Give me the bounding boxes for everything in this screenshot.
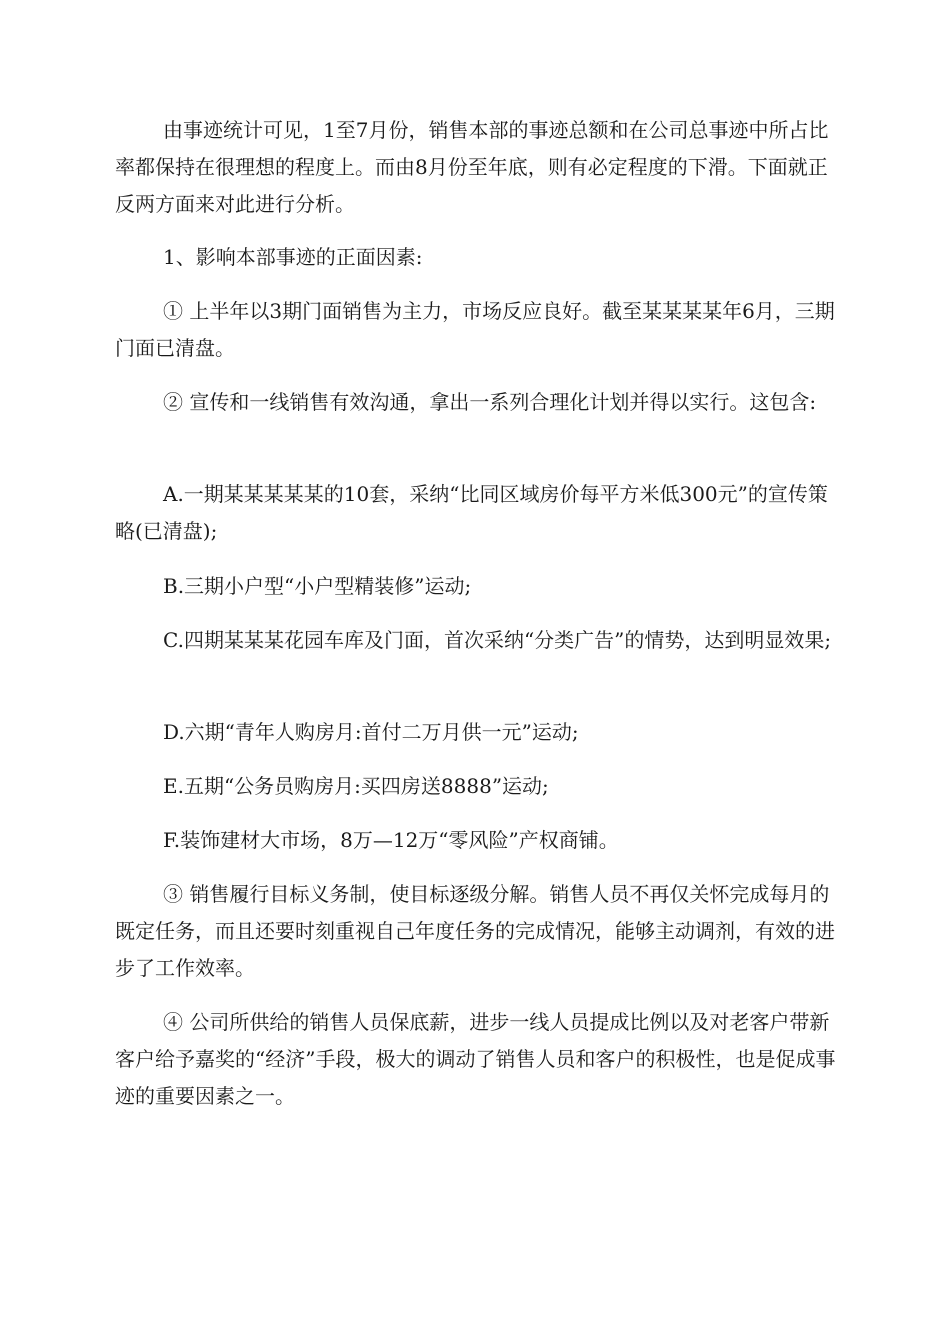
- list-item-a: A.一期某某某某某的10套，采纳“比同区域房价每平方米低300元”的宣传策略(已清盘);: [115, 482, 828, 543]
- list-item-e: E.五期“公务员购房月:买四房送8888”运动;: [163, 774, 549, 798]
- list-item-c: C.四期某某某花园车库及门面，首次采纳“分类广告”的情势，达到明显效果;: [163, 628, 832, 652]
- paragraph-factor-4: ④ 公司所供给的销售人员保底薪，进步一线人员提成比例以及对老客户带新客户给予嘉奖的“经济”手段，极大的调动了销售人员和客户的积极性，也是促成事迹的重要因素之一。: [115, 1010, 836, 1108]
- paragraph-factor-3: ③ 销售履行目标义务制，使目标逐级分解。销售人员不再仅关怀完成每月的既定任务，而且还要时刻重视自己年度任务的完成情况，能够主动调剂，有效的进步了工作效率。: [115, 882, 835, 980]
- list-item-d: D.六期“青年人购房月:首付二万月供一元”运动;: [163, 720, 579, 744]
- section-heading-positive-factors: 1、影响本部事迹的正面因素:: [163, 245, 423, 269]
- paragraph-performance-summary: 由事迹统计可见，1至7月份，销售本部的事迹总额和在公司总事迹中所占比率都保持在很理想的程度上。而由8月份至年底，则有必定程度的下滑。下面就正反两方面来对此进行分析。: [115, 118, 829, 216]
- paragraph-factor-1: ① 上半年以3期门面销售为主力，市场反应良好。截至某某某某年6月，三期门面已清盘。: [115, 299, 835, 360]
- paragraph-factor-2: ② 宣传和一线销售有效沟通，拿出一系列合理化计划并得以实行。这包含:: [163, 390, 817, 414]
- list-item-b: B.三期小户型“小户型精装修”运动;: [163, 574, 472, 598]
- list-item-f: F.装饰建材大市场，8万—12万“零风险”产权商铺。: [163, 828, 619, 852]
